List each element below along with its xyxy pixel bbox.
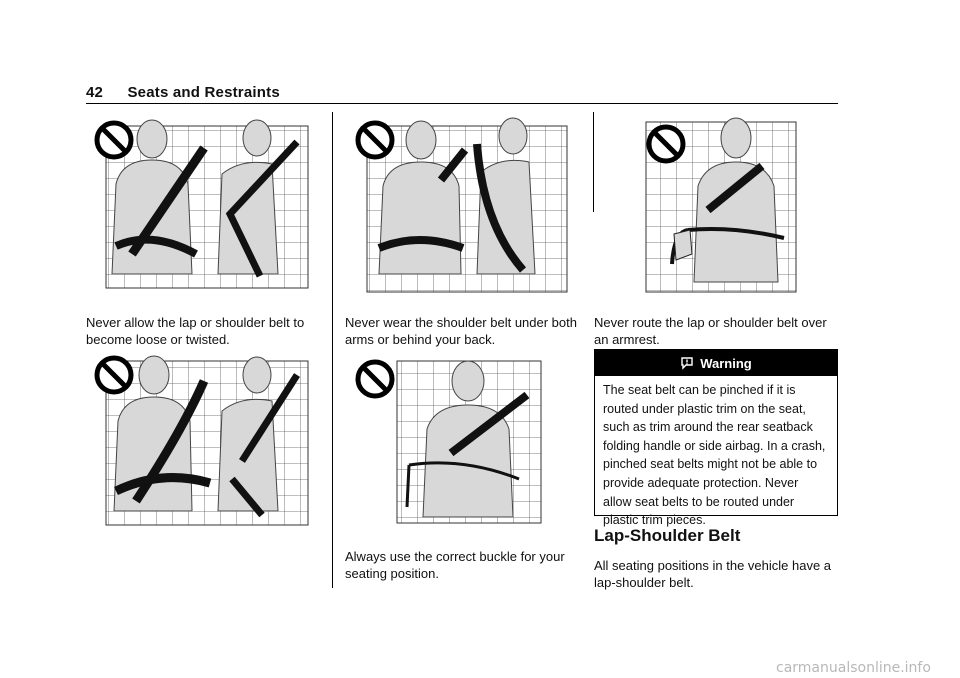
caption-armrest: Never route the lap or shoulder belt over an armrest. xyxy=(594,315,827,347)
prohibition-icon xyxy=(97,358,131,392)
caption-correct-buckle: Always use the correct buckle for your seating position. xyxy=(345,549,565,581)
illustration-belt-under-arms xyxy=(353,114,571,294)
column-divider xyxy=(593,112,594,212)
caption-loose-twisted: Never allow the lap or shoulder belt to become loose or twisted. xyxy=(86,315,305,347)
illustration-loose-belt xyxy=(92,351,324,527)
header-rule xyxy=(86,103,838,104)
section-header-title: Seats and Restraints xyxy=(127,84,280,101)
illustration-wrong-buckle xyxy=(353,357,543,527)
warning-title: Warning xyxy=(700,355,752,371)
warning-icon xyxy=(680,356,694,370)
illustration-loose-twisted-belt xyxy=(92,114,324,292)
prohibition-icon xyxy=(358,123,392,157)
warning-text: The seat belt can be pinched if it is routed under plastic trim on the seat, such as trim around the rear seatback folding handle or side airbag. In a crash, pinched seat belts might not be able to provide adequate protection. Never allow seat belts to be routed under plastic trim pieces. xyxy=(603,383,826,528)
prohibition-icon xyxy=(649,127,683,161)
caption-under-arms: Never wear the shoulder belt under both arms or behind your back. xyxy=(345,315,577,347)
column-divider xyxy=(332,112,333,588)
illustration-belt-over-armrest xyxy=(644,114,800,294)
warning-box xyxy=(594,349,838,528)
page-header xyxy=(86,84,280,101)
section-body: All seating positions in the vehicle have a lap-shoulder belt. xyxy=(594,558,832,590)
prohibition-icon xyxy=(358,362,392,396)
watermark: carmanualsonline.info xyxy=(776,660,931,676)
page-number: 42 xyxy=(86,84,104,101)
warning-header xyxy=(595,350,837,376)
prohibition-icon xyxy=(97,123,131,157)
section-heading: Lap-Shoulder Belt xyxy=(594,526,741,545)
